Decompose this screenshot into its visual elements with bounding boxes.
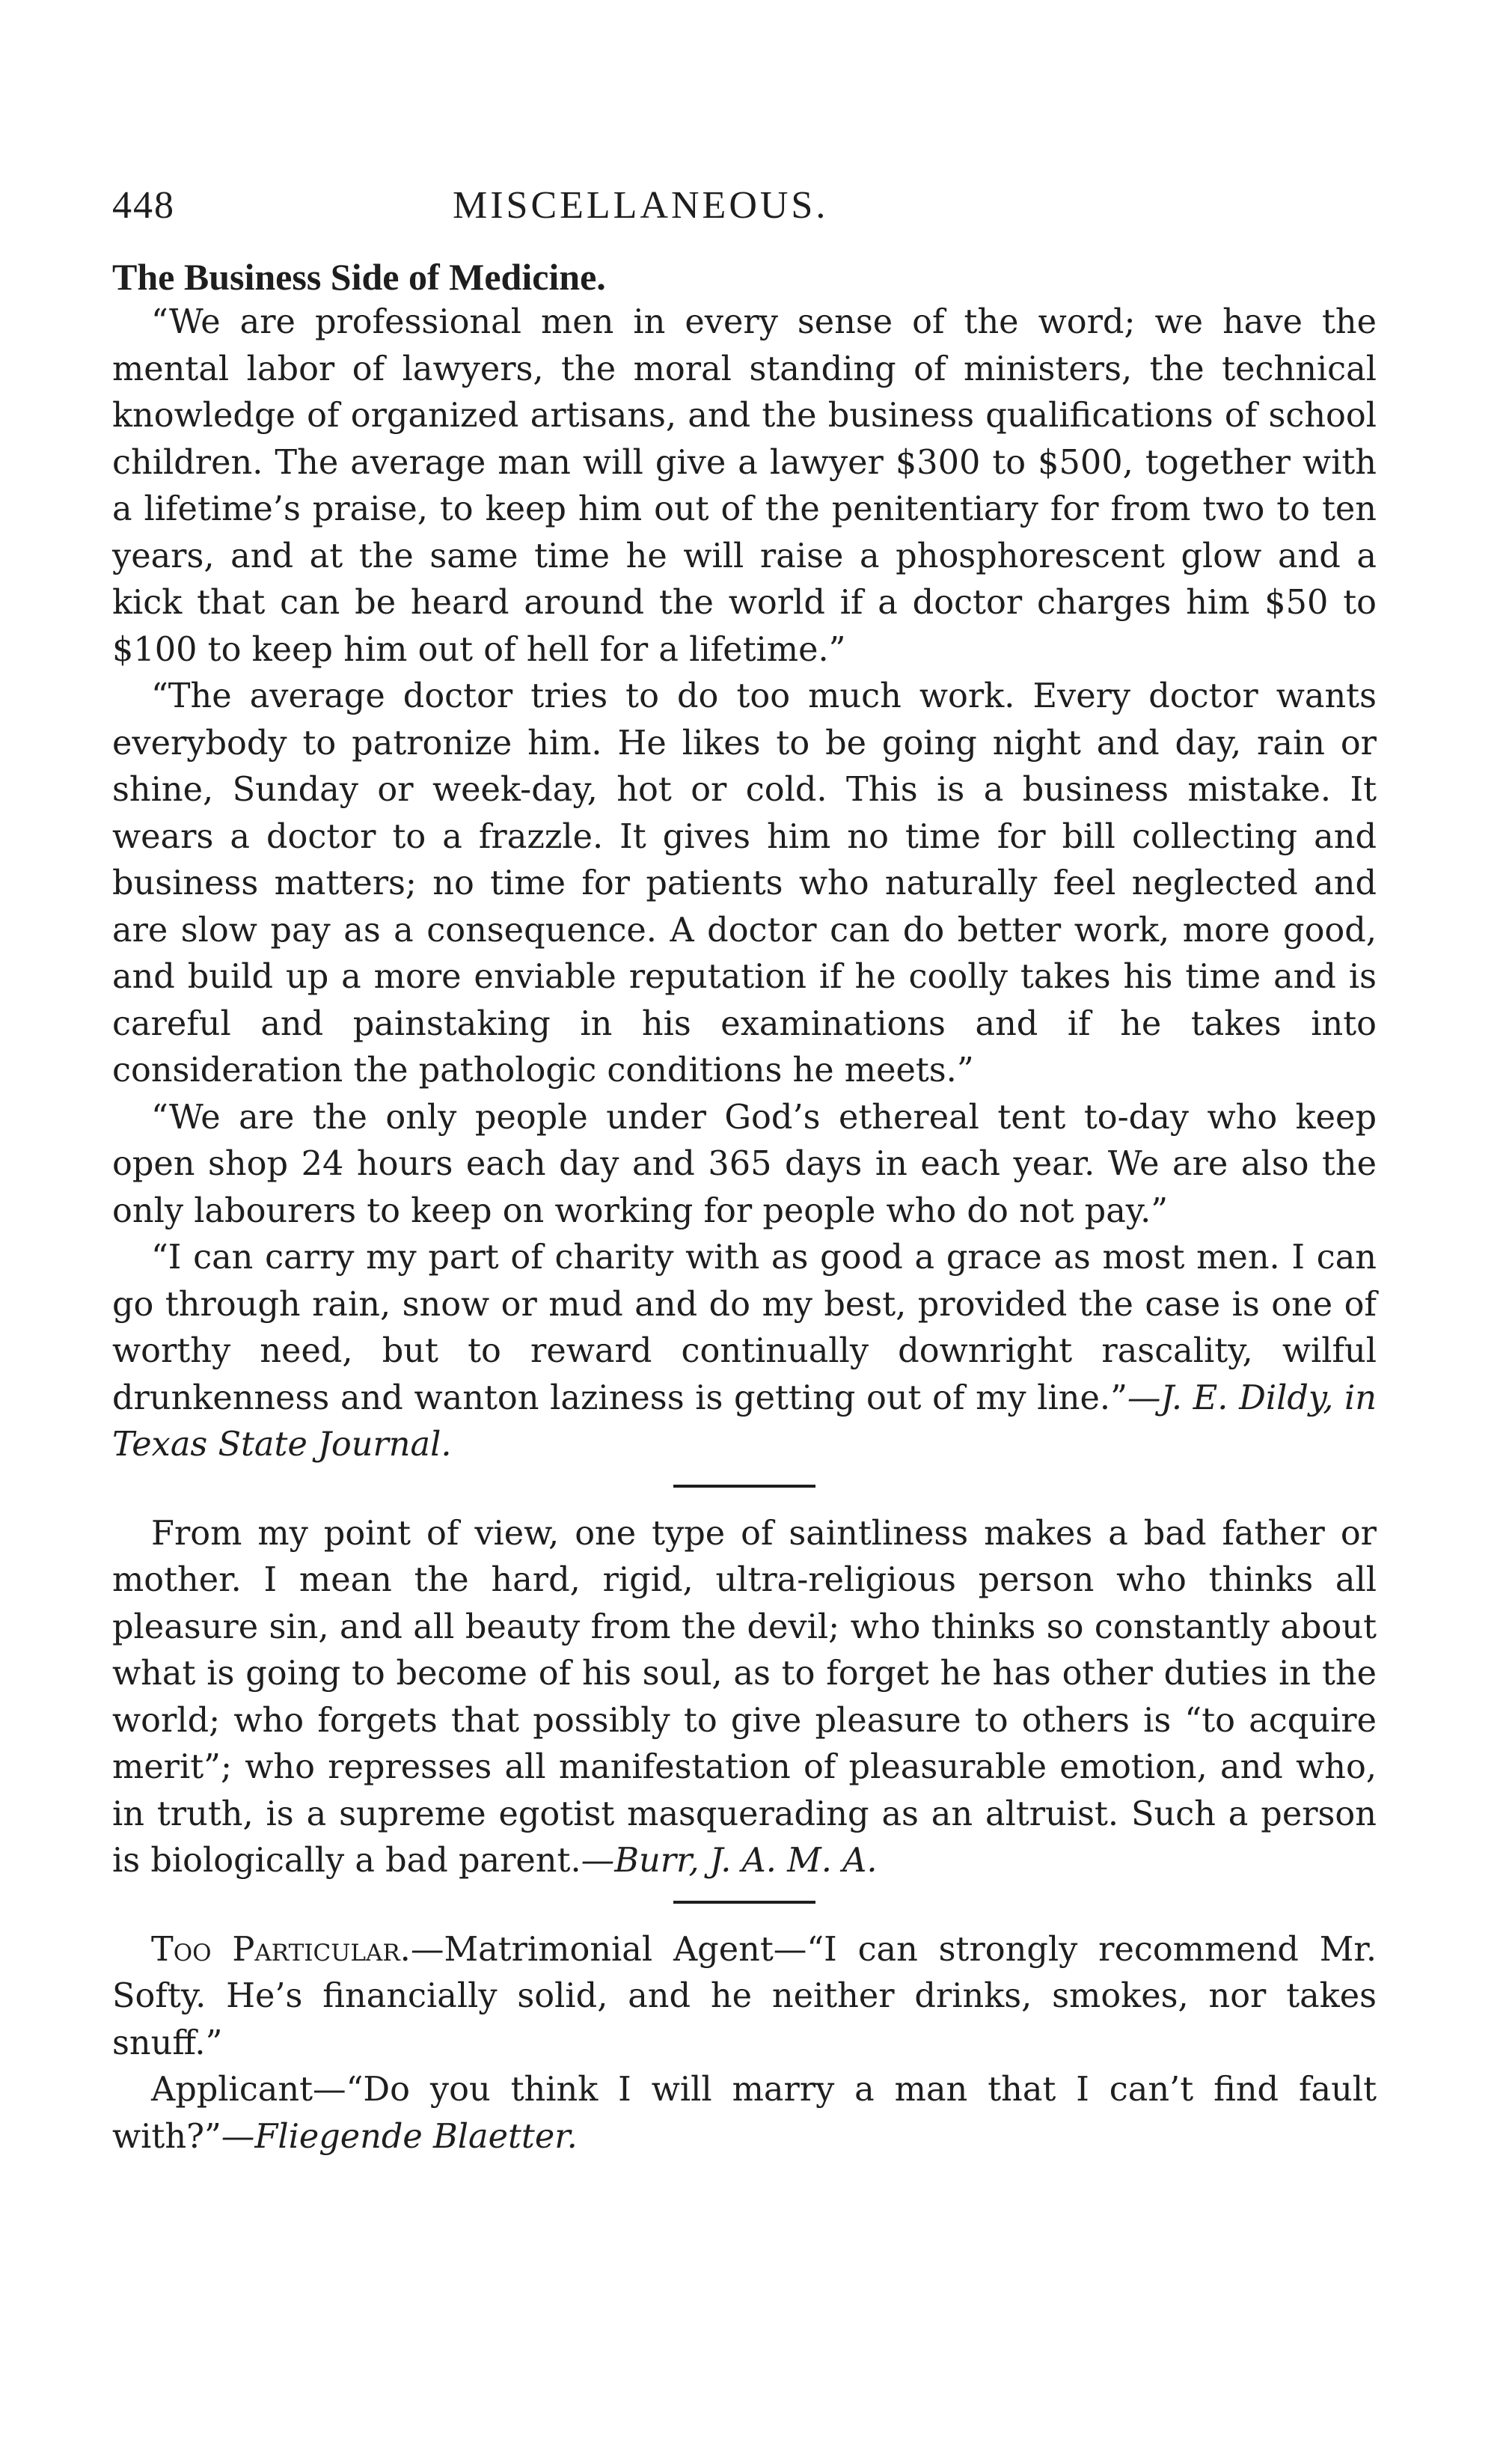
- article-paragraph: [112, 1234, 1377, 1468]
- page-number: 448: [112, 184, 175, 227]
- section-title: MISCELLANEOUS.: [453, 184, 829, 227]
- attribution: —J. E. Dildy, in Texas State Journal.: [112, 1378, 1377, 1464]
- attribution: —Burr, J. A. M. A.: [581, 1841, 878, 1880]
- article-business-side-of-medicine: [112, 255, 1377, 1468]
- article-title: Too Particular.: [151, 1929, 411, 1969]
- article-saintliness: [112, 1510, 1377, 1884]
- article-paragraph: [112, 1510, 1377, 1884]
- article-paragraph-text: Applicant—“Do you think I will marry a man that I can’t find fault with?”: [112, 2070, 1377, 2156]
- article-paragraph: [112, 1926, 1377, 2067]
- article-paragraph-text: —Matrimonial Agent—“I can strongly recommend Mr. Softy. He’s financially solid, and he neither drinks, smokes, nor takes snuff.”: [112, 1929, 1377, 2062]
- article-paragraph: “The average doctor tries to do too much work. Every doctor wants everybody to patronize him. He likes to be going night and day, rain or shine, Sunday or week-day, hot or cold. This is a business mistake. It wears a doctor to a frazzle. It gives him no time for bill collecting and business matters; no time for patients who naturally feel neglected and are slow pay as a consequence. A doctor can do better work, more good, and build up a more enviable reputation if he coolly takes his time and is careful and painstaking in his examinations and if he takes into consideration the pathologic conditions he meets.”: [112, 676, 1377, 1090]
- article-heading: The Business Side of Medicine.: [112, 256, 606, 298]
- section-divider: [673, 1485, 815, 1488]
- article-paragraph: “We are professional men in every sense of the word; we have the mental labor of lawyers, the moral standing of ministers, the technical knowledge of organized artisans, and the business qualifications of school children. The average man will give a lawyer $300 to $500, together with a lifetime’s praise, to keep him out of the penitentiary for from two to ten years, and at the same time he will raise a phosphorescent glow and a kick that can be heard around the world if a doctor charges him $50 to $100 to keep him out of hell for a lifetime.”: [112, 302, 1377, 669]
- running-head: [112, 183, 1377, 251]
- article-too-particular: [112, 1926, 1377, 2160]
- page-content: [112, 183, 1377, 2160]
- article-paragraph-text: From my point of view, one type of saintliness makes a bad father or mother. I mean the hard, rigid, ultra-religious person who thinks all pleasure sin, and all beauty from the devil; who thinks so constantly about what is going to become of his soul, as to forget he has other duties in the world; who forgets that possibly to give pleasure to others is “to acquire merit”; who represses all manifestation of pleasurable emotion, and who, in truth, is a supreme egotist masquerading as an altruist. Such a person is biologically a bad parent.: [112, 1513, 1377, 1880]
- attribution: —Fliegende Blaetter.: [221, 2116, 578, 2156]
- section-divider: [673, 1901, 815, 1904]
- article-paragraph: “We are the only people under God’s ethereal tent to-day who keep open shop 24 hours each day and 365 days in each year. We are also the only labourers to keep on working for people who do not pay.”: [112, 1097, 1377, 1230]
- article-paragraph-text: “I can carry my part of charity with as good a grace as most men. I can go through rain, snow or mud and do my best, provided the case is one of worthy need, but to reward continually downright rascality, wilful drunkenness and wanton laziness is getting out of my line.”: [112, 1238, 1377, 1417]
- article-paragraph: [112, 2066, 1377, 2160]
